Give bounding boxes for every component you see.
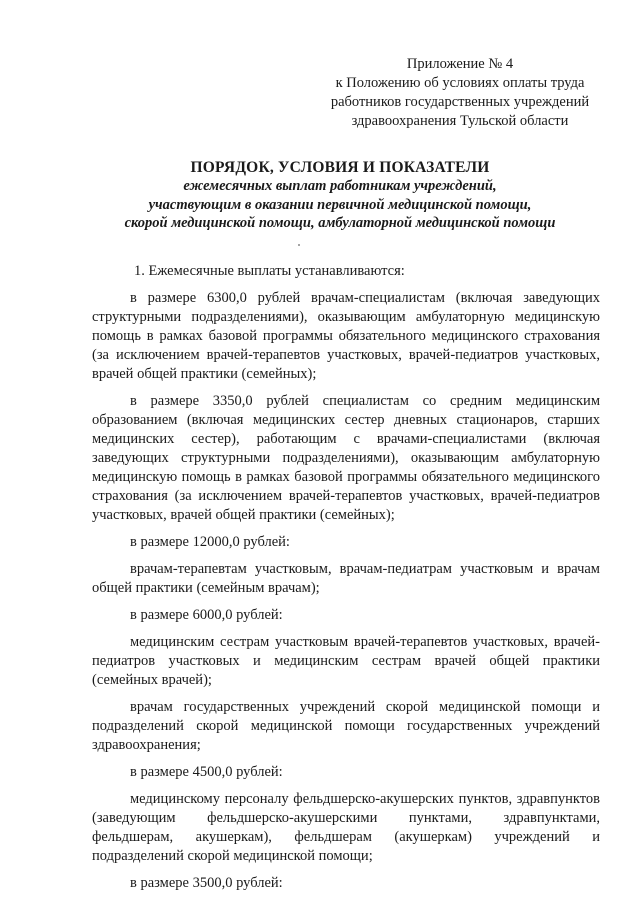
appendix-header <box>310 55 610 131</box>
amount-heading: в размере 6000,0 рублей: <box>130 607 283 623</box>
body-paragraph: медицинскому персоналу фельдшерско-акушерских пунктов, здравпунктов (заведующим фельдшерско-акушерскими пунктами, здравпунктами, фельдшерам, акушеркам), фельдшерам (акушеркам) учреждений и подразделений скорой медицинской помощи; <box>92 791 600 864</box>
document-subtitle-line: участвующим в оказании первичной медицинской помощи, <box>148 196 532 213</box>
appendix-reference-line: работников государственных учреждений <box>330 94 590 110</box>
document-title: ПОРЯДОК, УСЛОВИЯ И ПОКАЗАТЕЛИ <box>190 159 490 176</box>
document-body <box>92 262 600 901</box>
amount-heading: в размере 4500,0 рублей: <box>130 764 283 780</box>
appendix-reference-line: к Положению об условиях оплаты труда <box>335 75 585 91</box>
body-paragraph: в размере 3350,0 рублей специалистам со средним медицинским образованием (включая медицинских сестер дневных стационаров, старших медицинских сестер), работающим с врачами-специалистами (включая заведующих структурными подразделениями), оказывающим амбулаторную медицинскую помощь в рамках базовой программы обязательного медицинского страхования (за исключением врачей-терапевтов участковых, врачей-педиатров участковых, врачей общей практики (семейных); <box>92 393 600 523</box>
document-subtitle-line: ежемесячных выплат работникам учреждений, <box>183 178 497 194</box>
scan-speck <box>298 244 300 246</box>
body-paragraph: в размере 6300,0 рублей врачам-специалистам (включая заведующих структурными подразделениями), оказывающим амбулаторную медицинскую помощь в рамках базовой программы обязательного медицинского страхования (за исключением врачей-терапевтов участковых, врачей-педиатров участковых, врачей общей практики (семейных); <box>92 290 600 382</box>
body-paragraph: медицинским сестрам участковым врачей-терапевтов участковых, врачей-педиатров участковых и медицинским сестрам врачей общей практики (семейных врачей); <box>92 634 600 688</box>
amount-heading: в размере 3500,0 рублей: <box>130 875 283 891</box>
document-subtitle-line: скорой медицинской помощи, амбулаторной медицинской помощи <box>124 215 556 231</box>
amount-heading: в размере 12000,0 рублей: <box>130 534 290 550</box>
body-paragraph: врачам-терапевтам участковым, врачам-педиатрам участковым и врачам общей практики (семейным врачам); <box>92 561 600 596</box>
appendix-reference-line: здравоохранения Тульской области <box>351 113 569 129</box>
document-heading <box>80 158 600 233</box>
body-paragraph: врачам государственных учреждений скорой медицинской помощи и подразделений скорой медицинской помощи государственных учреждений здравоохранения; <box>92 699 600 753</box>
section-intro: 1. Ежемесячные выплаты устанавливаются: <box>134 263 405 279</box>
appendix-number: Приложение № 4 <box>406 56 514 72</box>
